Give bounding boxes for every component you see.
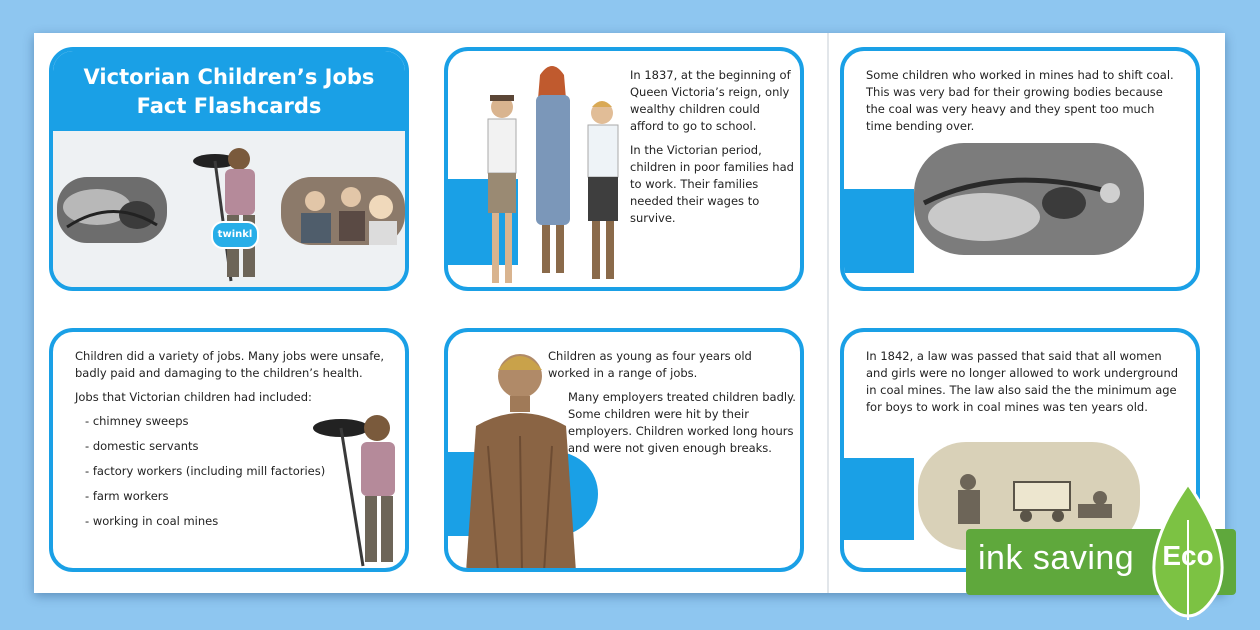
blue-accent-tab [844, 458, 914, 540]
jobs-list-item: - farm workers [85, 488, 395, 505]
eco-label: Eco [1162, 540, 1214, 571]
ink-saving-label: ink saving [978, 539, 1135, 577]
classroom-image [281, 177, 405, 245]
card-young-para-2: Many employers treated children badly. Some children were hit by their employers. Children worked long hours and were not given enough breaks. [568, 390, 796, 455]
card-school-para-2: In the Victorian period, children in poor families had to work. Their families needed their wages to survive. [630, 143, 794, 225]
title-line-2: Fact Flashcards [136, 94, 322, 118]
coal-mine-image [914, 143, 1144, 255]
title-line-1: Victorian Children’s Jobs [83, 65, 375, 89]
flashcard-school [444, 47, 804, 291]
jobs-list-item: - domestic servants [85, 438, 395, 455]
title-band [53, 51, 405, 131]
flashcard-sheet [34, 33, 1225, 593]
card-young-text [548, 348, 796, 464]
title-card [49, 47, 409, 291]
card-school-para-1: In 1837, at the beginning of Queen Victoria’s reign, only wealthy children could afford to go to school. [630, 68, 791, 133]
jobs-list-item: - factory workers (including mill factories) [85, 463, 395, 480]
card-coal-text [866, 67, 1184, 142]
blue-accent-tab [844, 189, 914, 273]
jobs-list-item: - chimney sweeps [85, 413, 395, 430]
card-young-para-1: Children as young as four years old worked in a range of jobs. [548, 349, 752, 380]
card-law-text [866, 348, 1186, 423]
sheet-fold-line [827, 33, 829, 593]
flashcard-jobs-list [49, 328, 409, 572]
jobs-list-item: - working in coal mines [85, 513, 395, 530]
title-illustration [53, 131, 405, 291]
card-jobs-para-1: Children did a variety of jobs. Many jobs were unsafe, badly paid and damaging to the children’s health. [75, 349, 385, 380]
chimney-sweep-image [311, 400, 409, 570]
twinkl-logo: twinkl [211, 221, 259, 249]
card-coal-para-1: Some children who worked in mines had to shift coal. This was very bad for their growing bodies because the coal was very heavy and they spent too much time bending over. [866, 68, 1174, 133]
card-law-para-1: In 1842, a law was passed that said that all women and girls were no longer allowed to work underground in coal mines. The law also said the the minimum age for boys to work in coal mines was ten years old. [866, 349, 1179, 414]
card-school-text [630, 67, 795, 234]
flashcard-coal-shifting [840, 47, 1200, 291]
children-group-image [470, 59, 630, 291]
flashcard-young-workers [444, 328, 804, 572]
mine-scene-image [57, 177, 167, 243]
card-jobs-para-2: Jobs that Victorian children had included: [75, 390, 312, 404]
